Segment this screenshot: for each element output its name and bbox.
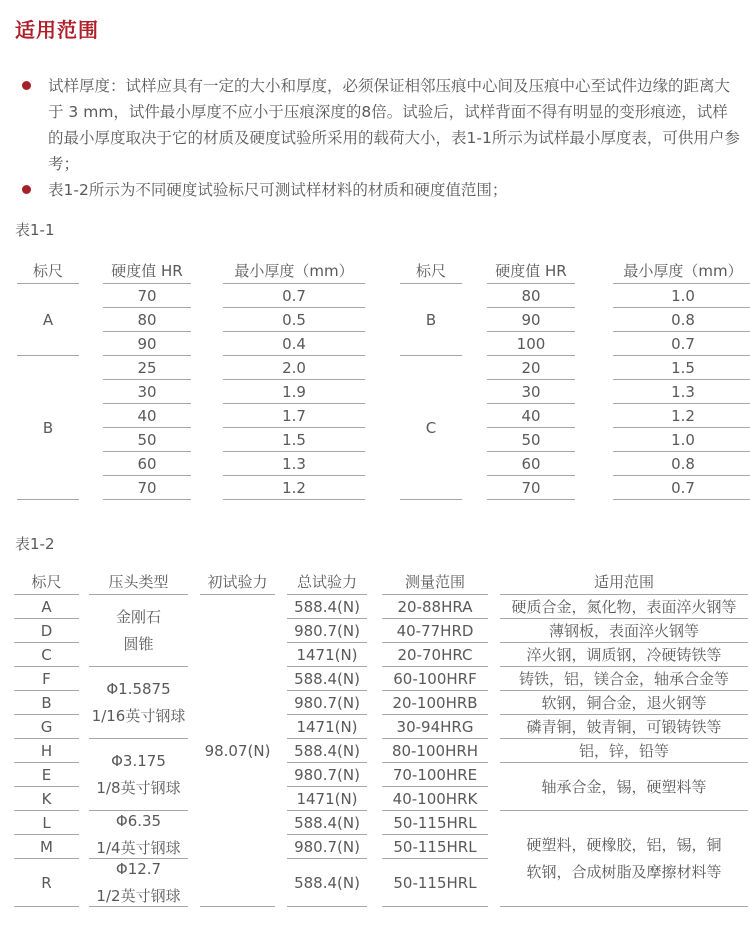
range-cell: 20-100HRB [382,691,488,715]
hardness-cell: 60 [103,452,191,476]
scale-cell: B [14,691,79,715]
column-header: 总试验力 [287,569,367,595]
total-force-cell: 980.7(N) [287,835,367,859]
indenter-cell: 金刚石 圆锥 [89,595,188,667]
thickness-cell: 1.9 [223,380,365,404]
hardness-cell: 40 [487,404,575,428]
hardness-cell: 20 [487,356,575,380]
hardness-cell: 30 [487,380,575,404]
scale-cell: C [14,643,79,667]
thickness-cell: 0.7 [613,476,750,500]
total-force-cell: 588.4(N) [287,739,367,763]
bullet-text: 表1-2所示为不同硬度试验标尺可测试样材料的材质和硬度值范围； [48,181,508,199]
application-cell: 铝，锌，铅等 [500,739,748,763]
indenter-cell: Φ1.5875 1/16英寸钢球 [89,667,188,739]
thickness-cell: 1.3 [223,452,365,476]
hardness-cell: 50 [103,428,191,452]
total-force-cell: 1471(N) [287,643,367,667]
range-cell: 50-115HRL [382,811,488,835]
bullet-item [22,73,740,177]
total-force-cell: 588.4(N) [287,859,367,907]
scale-cell: A [14,595,79,619]
total-force-cell: 588.4(N) [287,595,367,619]
thickness-cell: 1.5 [613,356,750,380]
column-header: 适用范围 [500,569,748,595]
scale-cell: L [14,811,79,835]
total-force-cell: 588.4(N) [287,667,367,691]
hardness-cell: 70 [103,476,191,500]
total-force-cell: 588.4(N) [287,811,367,835]
application-cell: 硬质合金，氮化物，表面淬火钢等 [500,595,748,619]
bullet-list [22,73,740,203]
scale-cell: M [14,835,79,859]
total-force-cell: 1471(N) [287,787,367,811]
range-cell: 30-94HRG [382,715,488,739]
scale-cell: H [14,739,79,763]
range-cell: 80-100HRH [382,739,488,763]
thickness-cell: 1.3 [613,380,750,404]
column-header: 最小厚度（mm） [613,258,750,284]
application-cell: 淬火钢，调质钢，冷硬铸铁等 [500,643,748,667]
thickness-cell: 1.7 [223,404,365,428]
range-cell: 40-100HRK [382,787,488,811]
column-header: 标尺 [14,569,79,595]
range-cell: 20-70HRC [382,643,488,667]
range-cell: 60-100HRF [382,667,488,691]
hardness-cell: 25 [103,356,191,380]
scale-cell: B [400,284,462,356]
scale-cell: R [14,859,79,907]
thickness-cell: 1.2 [613,404,750,428]
thickness-cell: 1.0 [613,428,750,452]
hardness-cell: 90 [103,332,191,356]
range-cell: 50-115HRL [382,835,488,859]
scale-cell: D [14,619,79,643]
application-cell: 软钢，铜合金，退火钢等 [500,691,748,715]
scale-cell: B [17,356,79,500]
hardness-cell: 60 [487,452,575,476]
table-1-1-label: 表1-1 [15,221,55,239]
application-cell: 轴承合金，锡，硬塑料等 [500,763,748,811]
range-cell: 40-77HRD [382,619,488,643]
bullet-text: 试样厚度：试样应具有一定的大小和厚度，必须保证相邻压痕中心间及压痕中心至试件边缘的距离大于 3 mm，试件最小厚度不应小于压痕深度的8倍。试验后，试样背面不得有明显的变形痕迹，试样的最小厚度取决于它的材质及硬度试验所采用的载荷大小，表1-1所示为试样最小厚度表，可供用户参考； [48,77,740,173]
scale-cell: G [14,715,79,739]
scale-cell: K [14,787,79,811]
application-cell: 铸铁，铝，镁合金，轴承合金等 [500,667,748,691]
hardness-cell: 80 [103,308,191,332]
hardness-cell: 70 [487,476,575,500]
bullet-item [22,177,740,203]
thickness-cell: 2.0 [223,356,365,380]
thickness-cell: 0.8 [613,308,750,332]
thickness-cell: 0.5 [223,308,365,332]
scale-cell: C [400,356,462,500]
hardness-cell: 40 [103,404,191,428]
thickness-cell: 1.0 [613,284,750,308]
table-1-2 [14,569,750,907]
hardness-cell: 100 [487,332,575,356]
hardness-cell: 50 [487,428,575,452]
range-cell: 50-115HRL [382,859,488,907]
thickness-cell: 0.4 [223,332,365,356]
application-cell: 磷青铜，铍青铜，可锻铸铁等 [500,715,748,739]
range-cell: 20-88HRA [382,595,488,619]
column-header: 标尺 [17,258,79,284]
column-header: 测量范围 [382,569,488,595]
table-1-2-label: 表1-2 [15,535,55,553]
thickness-cell: 0.8 [613,452,750,476]
column-header: 标尺 [400,258,462,284]
column-header: 最小厚度（mm） [223,258,365,284]
manual-page [0,14,750,907]
scale-cell: E [14,763,79,787]
table-1-1-right [400,258,750,500]
indenter-cell: Φ12.7 1/2英寸钢球 [89,859,188,907]
table-1-1 [17,258,750,500]
total-force-cell: 980.7(N) [287,691,367,715]
table-1-1-left [17,258,365,500]
page-title: 适用范围 [15,18,99,42]
thickness-cell: 1.2 [223,476,365,500]
bullet-icon [22,185,31,194]
thickness-cell: 1.5 [223,428,365,452]
initial-force-cell: 98.07(N) [200,595,275,907]
thickness-cell: 0.7 [613,332,750,356]
hardness-cell: 30 [103,380,191,404]
hardness-cell: 80 [487,284,575,308]
total-force-cell: 980.7(N) [287,619,367,643]
column-header: 硬度值 HR [103,258,191,284]
total-force-cell: 980.7(N) [287,763,367,787]
column-header: 压头类型 [89,569,188,595]
thickness-cell: 0.7 [223,284,365,308]
hardness-cell: 70 [103,284,191,308]
application-cell: 硬塑料，硬橡胶，铝，锡，铜 软钢，合成树脂及摩擦材料等 [500,811,748,907]
indenter-cell: Φ6.35 1/4英寸钢球 [89,811,188,859]
column-header: 初试验力 [200,569,275,595]
total-force-cell: 1471(N) [287,715,367,739]
column-header: 硬度值 HR [487,258,575,284]
application-cell: 薄钢板，表面淬火钢等 [500,619,748,643]
indenter-cell: Φ3.175 1/8英寸钢球 [89,739,188,811]
hardness-cell: 90 [487,308,575,332]
bullet-icon [22,81,31,90]
scale-cell: F [14,667,79,691]
range-cell: 70-100HRE [382,763,488,787]
scale-cell: A [17,284,79,356]
